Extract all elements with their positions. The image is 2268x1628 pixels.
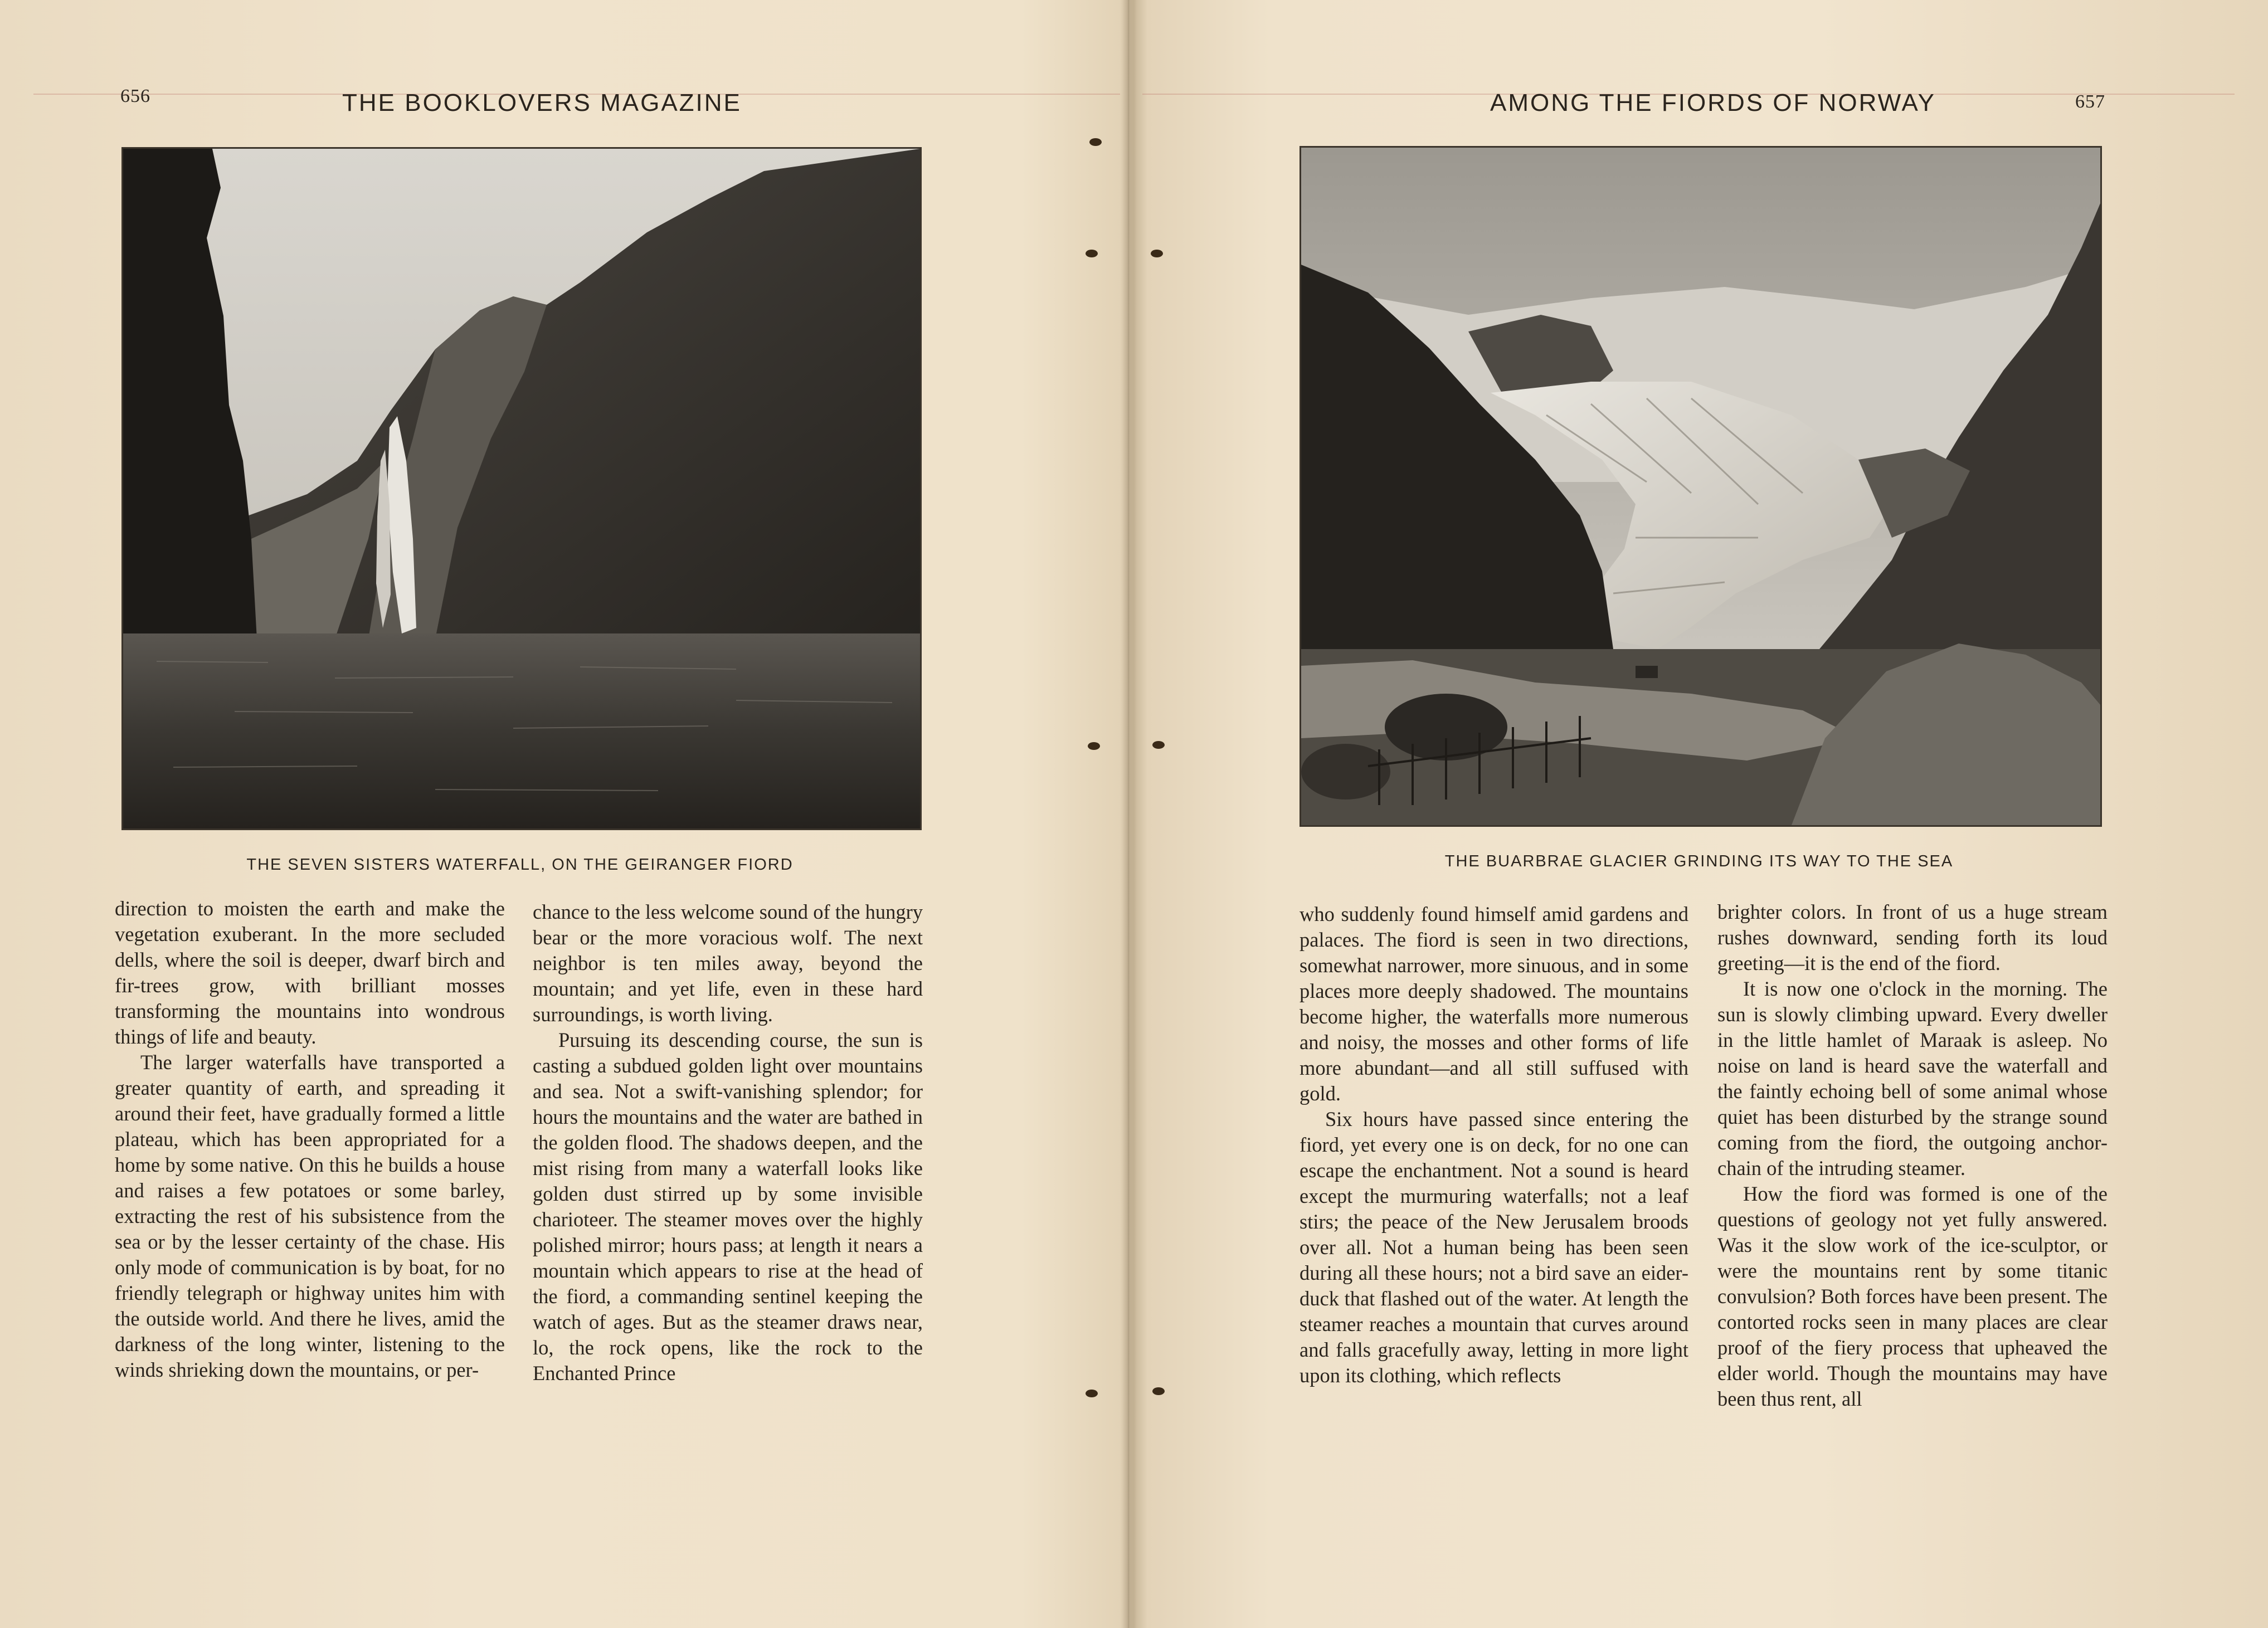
paragraph: brighter colors. In front of us a huge stream rushes downward, sending forth its loud greeting—it is the end of the fiord.	[1717, 900, 2108, 974]
waterfall-fiord-illustration	[123, 149, 920, 828]
binding-hole	[1152, 741, 1165, 749]
binding-hole	[1086, 1390, 1098, 1397]
text-column-left-2	[533, 899, 923, 1386]
photo-caption-left: THE SEVEN SISTERS WATERFALL, ON THE GEIRANGER FIORD	[246, 856, 794, 874]
paragraph: How the fiord was formed is one of the questions of geology not yet fully answered. Was it the slow work of the ice-sculptor, or were the mountains rent by some titanic convulsion? Both forces have been present. The contorted rocks seen in many places are clear proof of the fiery process that upheaved the elder world. Though the mountains may have been thus rent, all	[1717, 1182, 2108, 1410]
photo-caption-right: THE BUARBRAE GLACIER GRINDING ITS WAY TO THE SEA	[1444, 852, 1954, 870]
binding-hole	[1089, 138, 1102, 146]
text-column-left-1	[115, 896, 505, 1383]
seven-sisters-waterfall-photo	[121, 147, 922, 830]
binding-hole	[1086, 250, 1098, 257]
running-head-right: AMONG THE FIORDS OF NORWAY	[1490, 89, 1936, 116]
binding-hole	[1152, 1387, 1165, 1395]
left-page	[0, 0, 1126, 1628]
right-page	[1126, 0, 2268, 1628]
glacier-valley-illustration	[1301, 148, 2100, 825]
paragraph: direction to moisten the earth and make the vegetation exuberant. In the more secluded dells, where the soil is deeper, dwarf birch and fir-trees grow, with brilliant mosses transforming the mountains into wondrous things of life and beauty.	[115, 897, 505, 1048]
running-head-left: THE BOOKLOVERS MAGAZINE	[342, 89, 742, 116]
text-column-right-2	[1717, 899, 2108, 1412]
buarbrae-glacier-photo	[1300, 146, 2102, 827]
page-number-right: 657	[2075, 91, 2105, 112]
paragraph: Pursuing its descending course, the sun is casting a subdued golden light over mountains and sea. Not a swift-vanishing splendor; for hours the mountains and the water are bathed in the golden flood. The shadows deepen, and the mist rising from many a waterfall looks like golden dust stirred up by some invisible charioteer. The steamer moves over the highly polished mirror; hours pass; at length it nears a mountain which appears to rise at the head of the fiord, a commanding sentinel keeping the watch of ages. But as the steamer draws near, lo, the rock opens, like the rock to the Enchanted Prince	[533, 1029, 923, 1385]
paragraph: It is now one o'clock in the morning. The sun is slowly climbing upward. Every dweller in the little hamlet of Maraak is asleep. No noise on land is heard save the waterfall and the faintly echoing bell of some animal whose quiet has been disturbed by the strange sound coming from the fiord, the outgoing anchor-chain of the intruding steamer.	[1717, 977, 2108, 1179]
page-number-left: 656	[120, 86, 150, 106]
paragraph: who suddenly found himself amid gardens and palaces. The fiord is seen in two directions, somewhat narrower, more sinuous, and in some places more deeply shadowed. The mountains become higher, the waterfalls more numerous and noisy, the mosses and other forms of life more abundant—and all still suffused with gold.	[1300, 903, 1688, 1105]
paragraph: chance to the less welcome sound of the hungry bear or the more voracious wolf. The next neighbor is ten miles away, beyond the mountain; and yet life, even in these hard surroundings, is worth living.	[533, 900, 923, 1026]
binding-hole	[1151, 250, 1163, 257]
paragraph: The larger waterfalls have transported a greater quantity of earth, and spreading it around their feet, have gradually formed a little plateau, which has been appropriated for a home by some native. On this he builds a house and raises a few potatoes or some barley, extracting the rest of his subsistence from the sea or by the lesser certainty of the chase. His only mode of communication is by boat, for no friendly telegraph or highway unites him with the outside world. And there he lives, amid the darkness of the long winter, listening to the winds shrieking down the mountains, or per-	[115, 1051, 505, 1381]
paragraph: Six hours have passed since entering the fiord, yet every one is on deck, for no one can escape the enchantment. Not a sound is heard except the murmuring waterfalls; not a leaf stirs; the peace of the New Jerusalem broods over all. Not a human being has been seen during all these hours; not a bird save an eider-duck that flashed out of the water. At length the steamer reaches a mountain that curves around and falls gracefully away, letting in more light upon its clothing, which reflects	[1300, 1108, 1688, 1387]
gutter-crease	[1120, 0, 1137, 1628]
text-column-right-1	[1300, 901, 1688, 1388]
binding-hole	[1088, 742, 1100, 750]
